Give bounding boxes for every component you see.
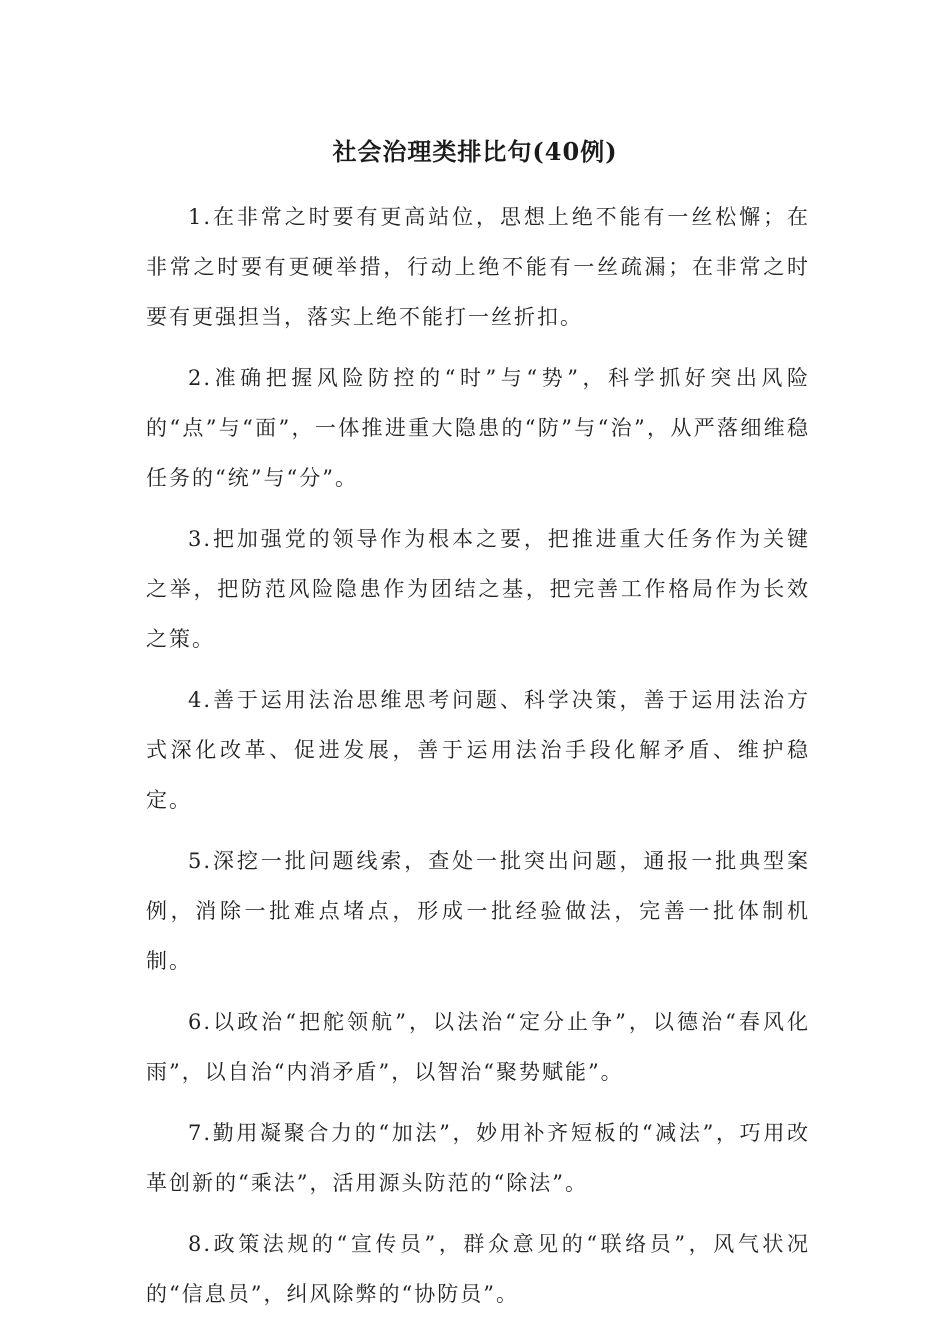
paragraph-4: 4.善于运用法治思维思考问题、科学决策，善于运用法治方式深化改革、促进发展，善于运用法治手段化解矛盾、维护稳定。 [146,688,810,812]
paragraph-8: 8.政策法规的“宣传员”，群众意见的“联络员”，风气状况的“信息员”，纠风除弊的“协防员”。 [146,1232,810,1306]
paragraph-6: 6.以政治“把舵领航”，以法治“定分止争”，以德治“春风化雨”，以自治“内消矛盾”，以智治“聚势赋能”。 [146,1010,810,1084]
paragraph-1: 1.在非常之时要有更高站位，思想上绝不能有一丝松懈；在非常之时要有更硬举措，行动上绝不能有一丝疏漏；在非常之时要有更强担当，落实上绝不能打一丝折扣。 [146,205,810,329]
paragraph-2: 2.准确把握风险防控的“时”与“势”，科学抓好突出风险的“点”与“面”，一体推进重大隐患的“防”与“治”，从严落细维稳任务的“统”与“分”。 [146,366,810,490]
document-title: 社会治理类排比句(40例) [332,137,618,166]
document-body [146,192,810,1330]
paragraph-3: 3.把加强党的领导作为根本之要，把推进重大任务作为关键之举，把防范风险隐患作为团结之基，把完善工作格局作为长效之策。 [146,527,810,651]
paragraph-7: 7.勤用凝聚合力的“加法”，妙用补齐短板的“减法”，巧用改革创新的“乘法”，活用源头防范的“除法”。 [146,1121,810,1195]
paragraph-5: 5.深挖一批问题线索，查处一批突出问题，通报一批典型案例，消除一批难点堵点，形成一批经验做法，完善一批体制机制。 [146,849,810,973]
